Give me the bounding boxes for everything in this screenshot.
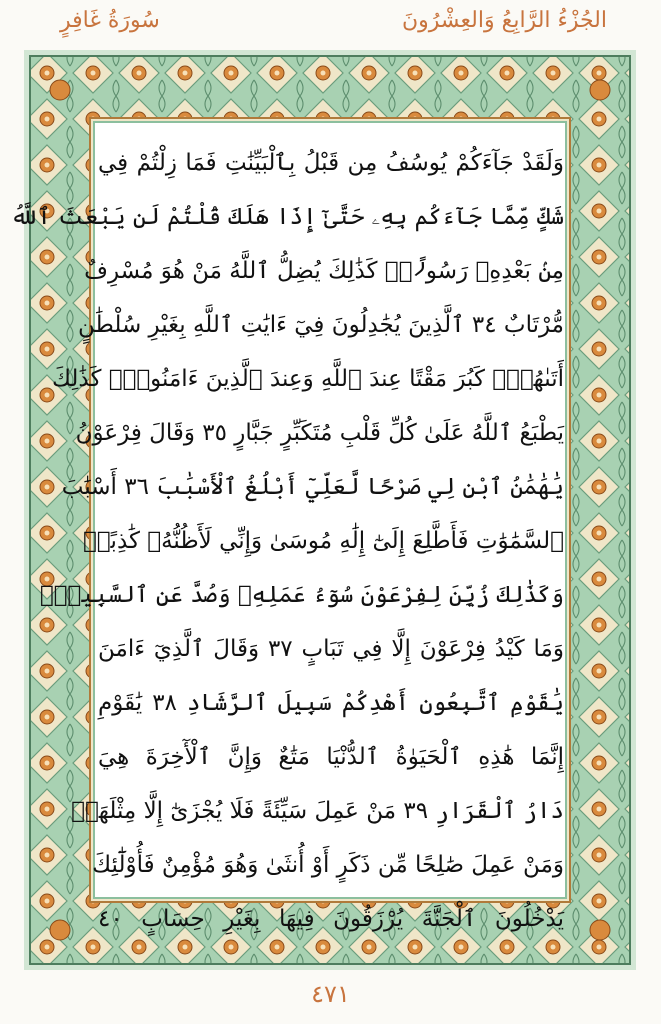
text-line: شَكٍّ مِّمَّا جَآءَكُم بِهِۦ حَتَّىٰٓ إِذَا هَلَكَ قُلْتُمْ لَن يَبْعَثَ ٱللَّهُ [10,204,564,230]
text-line: أَتَىٰهُمْۖ كَبُرَ مَقْتًا عِندَ ٱللَّهِ وَعِندَ ٱلَّذِينَ ءَامَنُواْۚ كَذَٰلِكَ [51,366,564,392]
text-line: يَطْبَعُ ٱللَّهُ عَلَىٰ كُلِّ قَلْبِ مُتَكَبِّرٍ جَبَّارٍ ٣٥ وَقَالَ فِرْعَوْنُ [75,420,564,446]
text-line: يَدْخُلُونَ ٱلْجَنَّةَ يُرْزَقُونَ فِيهَا بِغَيْرِ حِسَابٍ ٤٠ [98,906,564,932]
text-line: وَكَذَٰلِكَ زُيِّنَ لِفِرْعَوْنَ سُوٓءُ عَمَلِهِۦ وَصُدَّ عَنِ ٱلسَّبِيلِۚ [39,582,564,608]
text-line: مِنۢ بَعْدِهِۦ رَسُولًاۚ كَذَٰلِكَ يُضِلُّ ٱللَّهُ مَنْ هُوَ مُسْرِفٌ [84,258,564,284]
page-number: ٤٧١ [311,980,350,1008]
text-line: دَارُ ٱلْقَرَارِ ٣٩ مَنْ عَمِلَ سَيِّئَةً فَلَا يُجْزَىٰٓ إِلَّا مِثْلَهَاۖ [71,798,564,824]
text-line: يَٰهَٰمَٰنُ ٱبْنِ لِي صَرْحًا لَّعَلِّيٓ أَبْلُغُ ٱلْأَسْبَٰبَ ٣٦ أَسْبَٰبَ [61,474,564,500]
quran-text [10,136,564,946]
text-line: يَٰقَوْمِ ٱتَّبِعُونِ أَهْدِكُمْ سَبِيلَ ٱلرَّشَادِ ٣٨ يَٰقَوْمِ [98,690,564,716]
text-line: ٱلسَّمَٰوَٰتِ فَأَطَّلِعَ إِلَىٰٓ إِلَٰهِ مُوسَىٰ وَإِنِّي لَأَظُنُّهُۥ كَٰذِبًاۚ [82,528,564,554]
text-line: وَمَنْ عَمِلَ صَٰلِحًا مِّن ذَكَرٍ أَوْ أُنثَىٰ وَهُوَ مُؤْمِنٌ فَأُوْلَٰٓئِكَ [92,852,564,878]
text-line: مُّرْتَابٌ ٣٤ ٱلَّذِينَ يُجَٰدِلُونَ فِيٓ ءَايَٰتِ ٱللَّهِ بِغَيْرِ سُلْطَٰنٍ [77,312,564,338]
text-line: وَمَا كَيْدُ فِرْعَوْنَ إِلَّا فِي تَبَابٍ ٣٧ وَقَالَ ٱلَّذِيٓ ءَامَنَ [98,636,564,662]
text-line: وَلَقَدْ جَآءَكُمْ يُوسُفُ مِن قَبْلُ بِٱلْبَيِّنَٰتِ فَمَا زِلْتُمْ فِي [98,150,564,176]
juz-header: الجُزْءُ الرَّابِعُ وَالعِشْرُونَ [402,8,607,33]
surah-header: سُورَةُ غَافِرٍ [60,8,160,33]
text-line: إِنَّمَا هَٰذِهِ ٱلْحَيَوٰةُ ٱلدُّنْيَا مَتَٰعٌ وَإِنَّ ٱلْأٓخِرَةَ هِيَ [98,744,564,770]
